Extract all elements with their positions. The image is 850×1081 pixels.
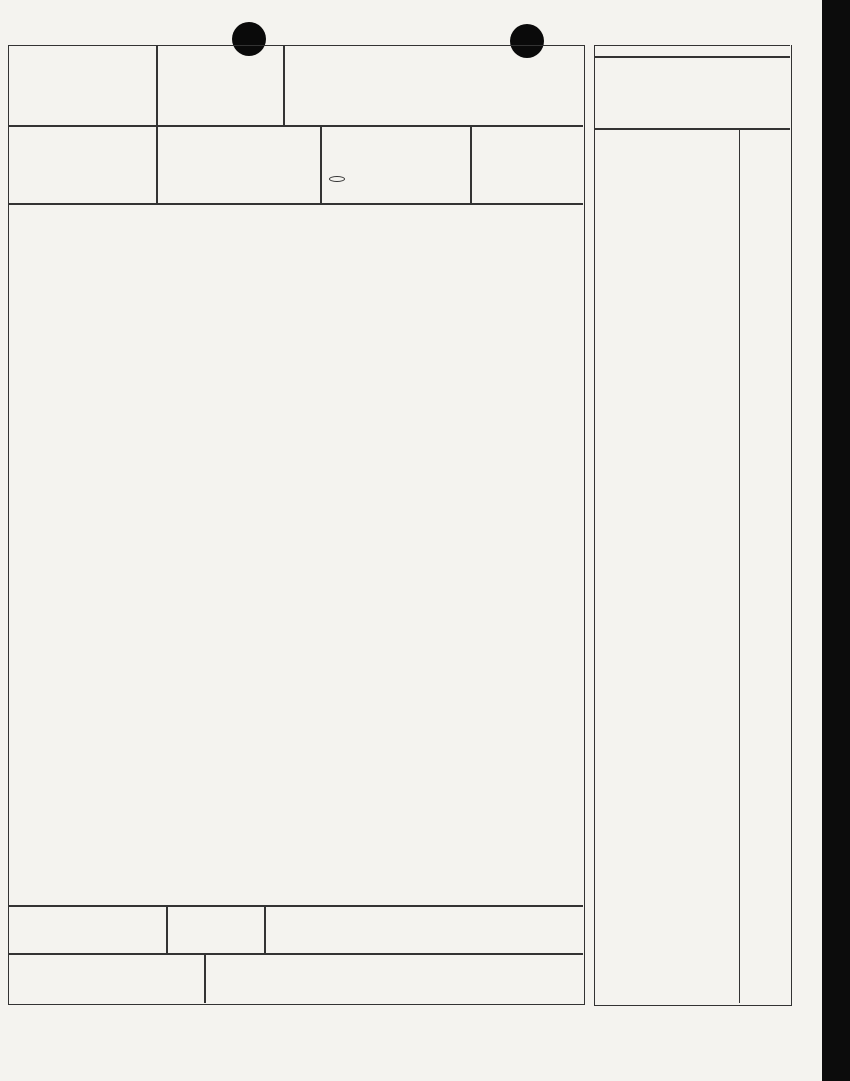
scan-edge <box>822 0 850 1081</box>
means-option-msg <box>329 176 345 182</box>
message-form <box>8 45 585 1005</box>
distribution-panel <box>594 45 792 1006</box>
